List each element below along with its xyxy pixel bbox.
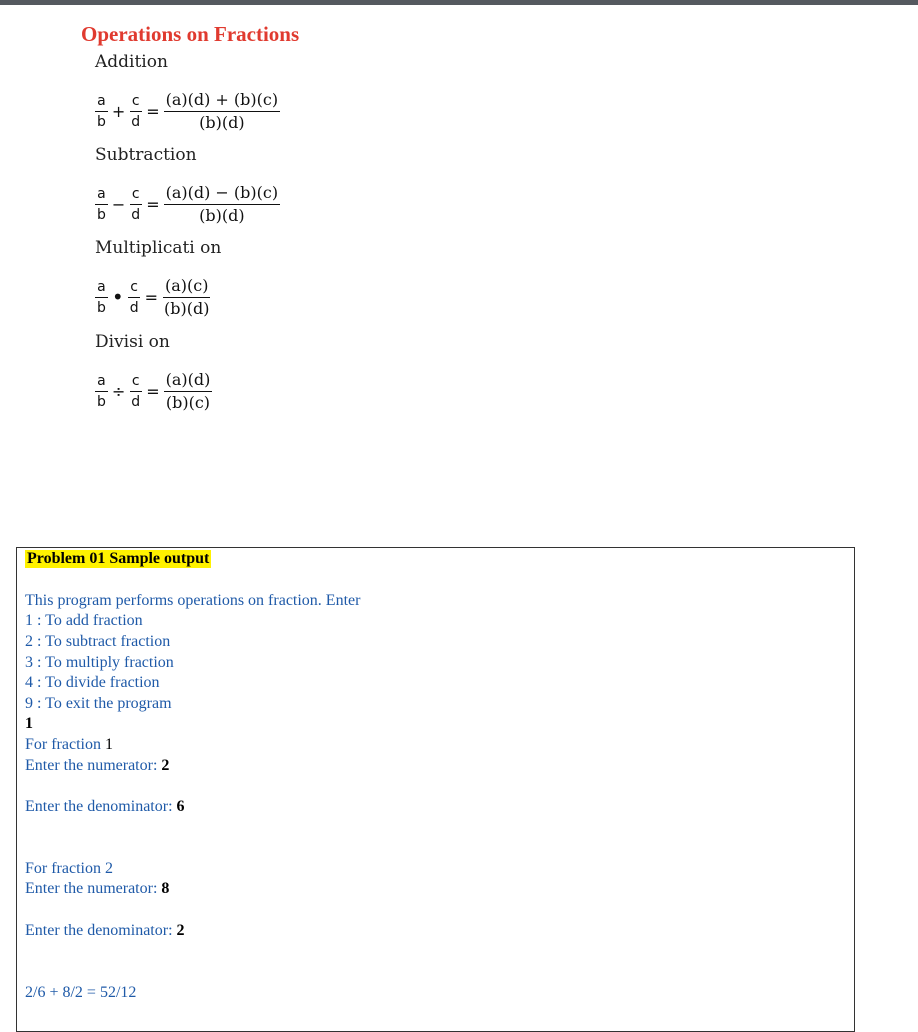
intro-line: This program performs operations on fraction. Enter	[25, 592, 361, 609]
fraction2-line: For fraction 2	[25, 860, 113, 877]
fraction-a-over-b: $\frac{a}{b}$	[97, 185, 106, 223]
equals-sign: =	[146, 381, 160, 401]
plus-sign: +	[111, 101, 126, 121]
top-bar	[0, 0, 918, 5]
addition-formula	[95, 86, 280, 136]
division-label: Divisi on	[95, 332, 170, 352]
addition-result-fraction: $\frac{(a)(d) + (b)(c)}{(b)(d)}$	[165, 89, 279, 132]
menu-item: 2 : To subtract fraction	[25, 633, 171, 650]
result-line: 2/6 + 8/2 = 52/12	[25, 984, 137, 1001]
sample-output-title: Problem 01 Sample output	[27, 550, 210, 567]
fraction-c-over-d: $\frac{c}{d}$	[129, 278, 139, 316]
menu-item: 9 : To exit the program	[25, 695, 172, 712]
user-choice: 1	[25, 715, 33, 732]
fraction1-line: For fraction 1	[25, 736, 113, 753]
menu-item: 1 : To add fraction	[25, 612, 143, 629]
page-title: Operations on Fractions	[81, 22, 300, 46]
fraction-c-over-d: $\frac{c}{d}$	[131, 92, 141, 130]
f2-denominator-line: Enter the denominator: 2	[25, 922, 185, 939]
fraction-a-over-b: $\frac{a}{b}$	[97, 92, 106, 130]
minus-sign: −	[111, 194, 126, 214]
equals-sign: =	[144, 287, 158, 307]
subtraction-label: Subtraction	[95, 145, 197, 165]
subtraction-result-fraction: $\frac{(a)(d) - (b)(c)}{(b)(d)}$	[165, 182, 279, 225]
fraction-a-over-b: $\frac{a}{b}$	[97, 278, 106, 316]
fraction-c-over-d: $\frac{c}{d}$	[131, 372, 141, 410]
division-result-fraction: $\frac{(a)(d)}{(b)(c)}$	[165, 369, 211, 412]
multiply-dot: •	[111, 285, 124, 309]
multiplication-label: Multiplicati on	[95, 238, 222, 258]
addition-label: Addition	[95, 52, 168, 72]
fraction-c-over-d: $\frac{c}{d}$	[131, 185, 141, 223]
subtraction-formula	[95, 179, 280, 229]
multiplication-formula	[95, 272, 211, 322]
division-formula	[95, 366, 212, 416]
menu-item: 4 : To divide fraction	[25, 674, 160, 691]
equals-sign: =	[146, 101, 160, 121]
multiplication-result-fraction: $\frac{(a)(c)}{(b)(d)}$	[163, 275, 210, 318]
f1-denominator-line: Enter the denominator: 6	[25, 798, 185, 815]
equals-sign: =	[146, 194, 160, 214]
menu-item: 3 : To multiply fraction	[25, 654, 174, 671]
divide-sign: ÷	[111, 381, 126, 401]
f1-numerator-line: Enter the numerator: 2	[25, 757, 170, 774]
fraction-a-over-b: $\frac{a}{b}$	[97, 372, 106, 410]
f2-numerator-line: Enter the numerator: 8	[25, 880, 170, 897]
